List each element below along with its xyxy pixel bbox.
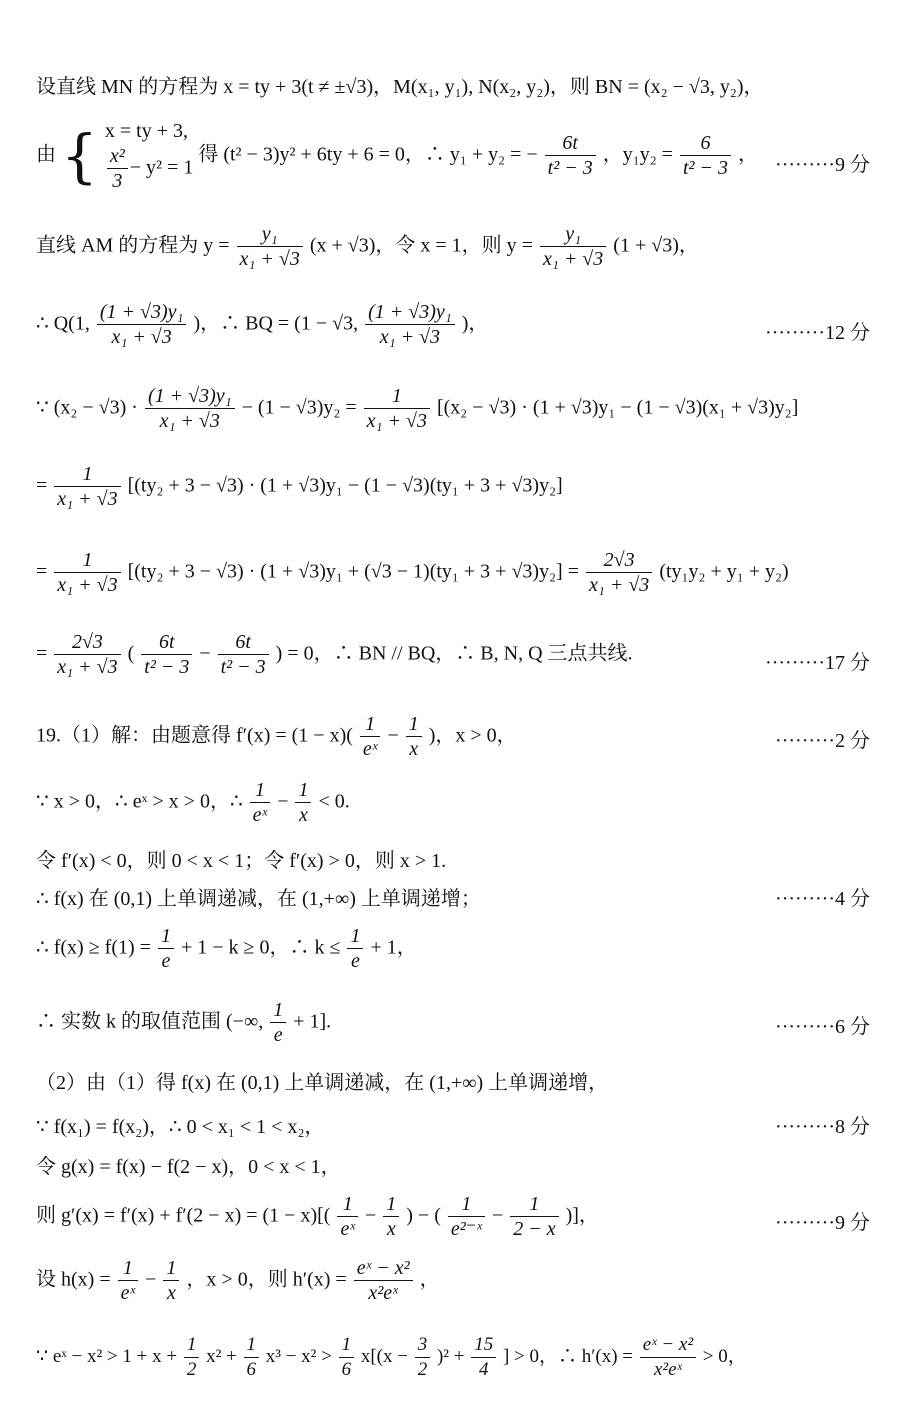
fraction-denominator: eˣ <box>362 738 378 760</box>
score-9-second: ·········9 分 <box>775 1212 870 1234</box>
fraction-denominator: 2 <box>417 1358 428 1380</box>
fraction-denominator: x <box>299 804 308 826</box>
math-text: (x + √3)，令 x = 1，则 y = <box>309 234 533 257</box>
fraction-denominator: 3 <box>112 170 123 192</box>
fraction-numerator: 1 <box>158 924 174 949</box>
fraction-numerator: 1 <box>448 1192 485 1217</box>
math-text: + 1， <box>370 936 417 959</box>
fraction <box>586 548 652 598</box>
math-text: > 0， <box>702 1346 747 1368</box>
math-text: x = ty + 3, <box>104 120 189 142</box>
fraction-numerator: x² <box>107 144 128 169</box>
math-text: ∵ eˣ − x² > 1 + x + <box>36 1346 178 1368</box>
fraction-numerator: 3 <box>415 1334 431 1358</box>
fraction <box>218 630 269 680</box>
math-text: (ty₁y₂ + y₁ + y₂) <box>659 560 789 583</box>
score-17: ·········17 分 <box>765 652 870 674</box>
fraction-numerator: 1 <box>510 1192 558 1217</box>
line-q-point <box>36 300 880 350</box>
fraction-numerator: 1 <box>270 998 286 1023</box>
math-text: )² + <box>436 1346 465 1368</box>
line-because-product <box>36 384 880 434</box>
line-q19-part1 <box>36 712 880 762</box>
line-min-value <box>36 924 880 974</box>
math-text: x[(x − <box>360 1346 408 1368</box>
math-text: 设直线 MN 的方程为 x = ty + 3(t ≠ ±√3)，M(x₁, y₁), N(x₂, y₂)，则 BN = (x₂ − √3, y₂)， <box>36 76 764 98</box>
math-text: ] > 0，∴ h′(x) = <box>502 1346 634 1368</box>
fraction-denominator: x <box>409 738 419 760</box>
line-collinear <box>36 630 880 680</box>
fraction <box>406 712 422 762</box>
line-part2-intro: （2）由（1）得 f(x) 在 (0,1) 上单调递减，在 (1,+∞) 上单调递增， <box>36 1072 609 1094</box>
line-am-equation <box>36 222 880 272</box>
fraction-denominator: 6 <box>341 1358 352 1380</box>
math-text: − <box>364 1204 377 1227</box>
fraction-numerator: 6t <box>545 131 596 156</box>
line-x1-x2: ∵ f(x₁) = f(x₂)，∴ 0 < x₁ < 1 < x₂， <box>36 1116 325 1138</box>
fraction-numerator: 1 <box>406 712 422 737</box>
fraction-denominator: e <box>273 1024 283 1046</box>
fraction-numerator: 1 <box>244 1334 260 1358</box>
fraction-denominator: e <box>351 950 360 972</box>
fraction <box>354 1256 413 1306</box>
fraction-denominator: x₁ + √3 <box>57 488 118 510</box>
math-text: )]， <box>565 1204 599 1227</box>
fraction-denominator: x²eˣ <box>653 1358 682 1380</box>
fraction-denominator: 2 − x <box>513 1218 556 1240</box>
math-text: − <box>145 1268 157 1291</box>
fraction <box>237 222 303 272</box>
fraction <box>545 131 596 181</box>
math-text: ，y₁y₂ = <box>602 143 673 166</box>
math-text: − y² = 1 <box>129 156 194 179</box>
fraction-numerator: 1 <box>383 1192 399 1217</box>
fraction-numerator: 1 <box>295 778 311 803</box>
fraction-denominator: 4 <box>478 1358 489 1380</box>
score-12: ·········12 分 <box>765 322 870 344</box>
fraction-numerator: 1 <box>163 1256 179 1281</box>
math-text: + 1]. <box>293 1010 332 1033</box>
math-text: )， <box>461 312 489 335</box>
fraction-denominator: t² − 3 <box>144 656 190 678</box>
score-4: ·········4 分 <box>775 888 870 910</box>
math-text: ∵ (x₂ − √3) · <box>36 396 138 419</box>
fraction-denominator: x₁ + √3 <box>239 248 300 270</box>
line-g-derivative <box>36 1192 880 1242</box>
math-text: ∵ x > 0，∴ eˣ > x > 0，∴ <box>36 790 243 813</box>
fraction <box>365 300 455 350</box>
math-text: − (1 − √3)y₂ = <box>241 396 357 419</box>
fraction <box>250 778 271 828</box>
math-text: 得 (t² − 3)y² + 6ty + 6 = 0，∴ y₁ + y₂ = − <box>198 143 538 166</box>
math-text: ，x > 0，则 h′(x) = <box>186 1268 347 1291</box>
fraction-denominator: x <box>166 1282 176 1304</box>
fraction-numerator: 1 <box>118 1256 139 1281</box>
fraction-denominator: x₁ + √3 <box>111 326 172 348</box>
line-h-derivative-positive <box>36 1334 880 1382</box>
math-text: = <box>36 642 48 665</box>
fraction-numerator: eˣ − x² <box>640 1334 696 1358</box>
fraction-numerator: (1 + √3)y₁ <box>97 300 187 325</box>
fraction-numerator: 1 <box>347 924 363 949</box>
fraction <box>118 1256 139 1306</box>
fraction <box>680 131 731 181</box>
math-text <box>105 144 193 194</box>
math-text: − <box>277 790 289 813</box>
fraction <box>141 630 192 680</box>
math-text: ， <box>738 143 759 166</box>
fraction-denominator: x₁ + √3 <box>366 410 427 432</box>
fraction-numerator: 1 <box>184 1334 200 1358</box>
fraction <box>244 1334 260 1382</box>
math-text: ) − ( <box>406 1204 441 1227</box>
math-text: 19.（1）解：由题意得 f′(x) = (1 − x)( <box>36 724 353 747</box>
fraction <box>510 1192 558 1242</box>
fraction-denominator: x <box>386 1218 396 1240</box>
math-text: − <box>387 724 399 747</box>
fraction-denominator: t² − 3 <box>547 157 593 179</box>
math-text: [(ty₂ + 3 − √3) · (1 + √3)y₁ + (√3 − 1)(ty₁ + 3 + √3)y₂] = <box>127 560 579 583</box>
fraction-numerator: 15 <box>471 1334 496 1358</box>
fraction-numerator: 6t <box>141 630 192 655</box>
fraction-numerator: 1 <box>250 778 271 803</box>
fraction <box>54 630 120 680</box>
math-text: = <box>36 560 48 583</box>
fraction <box>163 1256 179 1306</box>
math-text: 则 g′(x) = f′(x) + f′(2 − x) = (1 − x)[( <box>36 1204 331 1227</box>
fraction-numerator: 1 <box>54 462 120 487</box>
fraction-denominator: t² − 3 <box>220 656 266 678</box>
math-text: = <box>36 474 48 497</box>
math-text: )，∴ BQ = (1 − √3, <box>193 312 359 335</box>
fraction-numerator: 6 <box>680 131 731 156</box>
fraction-numerator: y₁ <box>540 222 606 247</box>
fraction-numerator: (1 + √3)y₁ <box>145 384 235 409</box>
line-derivative-sign: 令 f′(x) < 0，则 0 < x < 1；令 f′(x) > 0，则 x > 1. <box>36 850 447 872</box>
math-text: )，x > 0， <box>428 724 517 747</box>
fraction-numerator: 1 <box>54 548 120 573</box>
fraction <box>360 712 381 762</box>
fraction-denominator: eˣ <box>120 1282 136 1304</box>
fraction-denominator: e²⁻ˣ <box>450 1218 482 1240</box>
fraction <box>540 222 606 272</box>
math-text: + 1 − k ≥ 0，∴ k ≤ <box>180 936 341 959</box>
fraction-numerator: 1 <box>337 1192 358 1217</box>
fraction <box>158 924 174 974</box>
fraction-numerator: (1 + √3)y₁ <box>365 300 455 325</box>
fraction <box>383 1192 399 1242</box>
math-text: [(ty₂ + 3 − √3) · (1 + √3)y₁ − (1 − √3)(ty₁ + 3 + √3)y₂] <box>127 474 563 497</box>
fraction-denominator: x²eˣ <box>368 1282 398 1304</box>
line-step-2 <box>36 462 880 512</box>
math-text: ∴ f(x) ≥ f(1) = <box>36 936 151 959</box>
math-text: [(x₂ − √3) · (1 + √3)y₁ − (1 − √3)(x₁ + √3)y₂] <box>436 396 799 419</box>
fraction <box>339 1334 355 1382</box>
math-text: 设 h(x) = <box>36 1268 111 1291</box>
fraction-denominator: x₁ + √3 <box>542 248 604 270</box>
fraction <box>471 1334 496 1382</box>
line-h-definition <box>36 1256 880 1306</box>
line-system <box>36 118 880 194</box>
line-x-positive <box>36 778 880 828</box>
score-8: ·········8 分 <box>775 1116 870 1138</box>
fraction-denominator: eˣ <box>252 804 268 826</box>
fraction <box>270 998 286 1048</box>
line-step-3 <box>36 548 880 598</box>
fraction-numerator: 6t <box>218 630 269 655</box>
fraction-numerator: 1 <box>360 712 381 737</box>
math-text: x² + <box>206 1346 237 1368</box>
math-text: ∴ Q(1, <box>36 312 90 335</box>
fraction <box>54 462 120 512</box>
line-mn-equation <box>36 70 880 99</box>
math-text: ) = 0，∴ BN // BQ，∴ B, N, Q 三点共线. <box>275 642 633 665</box>
score-2: ·········2 分 <box>775 730 870 752</box>
line-monotonicity: ∴ f(x) 在 (0,1) 上单调递减，在 (1,+∞) 上单调递增； <box>36 888 481 910</box>
fraction-numerator: 1 <box>364 384 430 409</box>
equation-system <box>105 118 193 194</box>
math-text: − <box>491 1204 504 1227</box>
fraction <box>54 548 120 598</box>
math-text: < 0. <box>318 790 350 813</box>
fraction-denominator: x₁ + √3 <box>57 656 118 678</box>
fraction <box>448 1192 485 1242</box>
left-brace: { <box>61 122 98 190</box>
fraction-denominator: t² − 3 <box>682 157 729 179</box>
fraction <box>107 144 128 194</box>
math-text: − <box>199 642 211 665</box>
score-6: ·········6 分 <box>775 1016 870 1038</box>
fraction-numerator: y₁ <box>237 222 303 247</box>
fraction-denominator: e <box>161 950 171 972</box>
fraction <box>337 1192 358 1242</box>
score-9-first: ·········9 分 <box>775 154 870 176</box>
math-text: 直线 AM 的方程为 y = <box>36 234 230 257</box>
fraction-numerator: 2√3 <box>586 548 652 573</box>
fraction <box>640 1334 696 1382</box>
label-you: 由 <box>36 143 56 166</box>
math-text: x³ − x² > <box>265 1346 332 1368</box>
fraction-denominator: eˣ <box>340 1218 355 1240</box>
fraction <box>347 924 363 974</box>
line-g-definition: 令 g(x) = f(x) − f(2 − x)，0 < x < 1， <box>36 1156 341 1178</box>
fraction <box>184 1334 200 1382</box>
math-text: ， <box>419 1268 440 1291</box>
fraction-denominator: x₁ + √3 <box>589 574 650 596</box>
math-text: (1 + √3)， <box>613 234 699 257</box>
fraction-numerator: eˣ − x² <box>354 1256 413 1281</box>
math-text: ( <box>127 642 135 665</box>
fraction-denominator: 6 <box>246 1358 256 1380</box>
fraction-denominator: x₁ + √3 <box>379 326 441 348</box>
fraction-denominator: 2 <box>186 1358 197 1380</box>
fraction-denominator: x₁ + √3 <box>159 410 220 432</box>
fraction-denominator: x₁ + √3 <box>57 574 118 596</box>
fraction <box>415 1334 431 1382</box>
math-text: ∴ 实数 k 的取值范围 (−∞, <box>36 1010 264 1033</box>
fraction-numerator: 1 <box>339 1334 355 1358</box>
fraction <box>295 778 311 828</box>
fraction <box>97 300 187 350</box>
line-k-range <box>36 998 880 1048</box>
fraction <box>145 384 235 434</box>
fraction <box>364 384 430 434</box>
fraction-numerator: 2√3 <box>54 630 120 655</box>
